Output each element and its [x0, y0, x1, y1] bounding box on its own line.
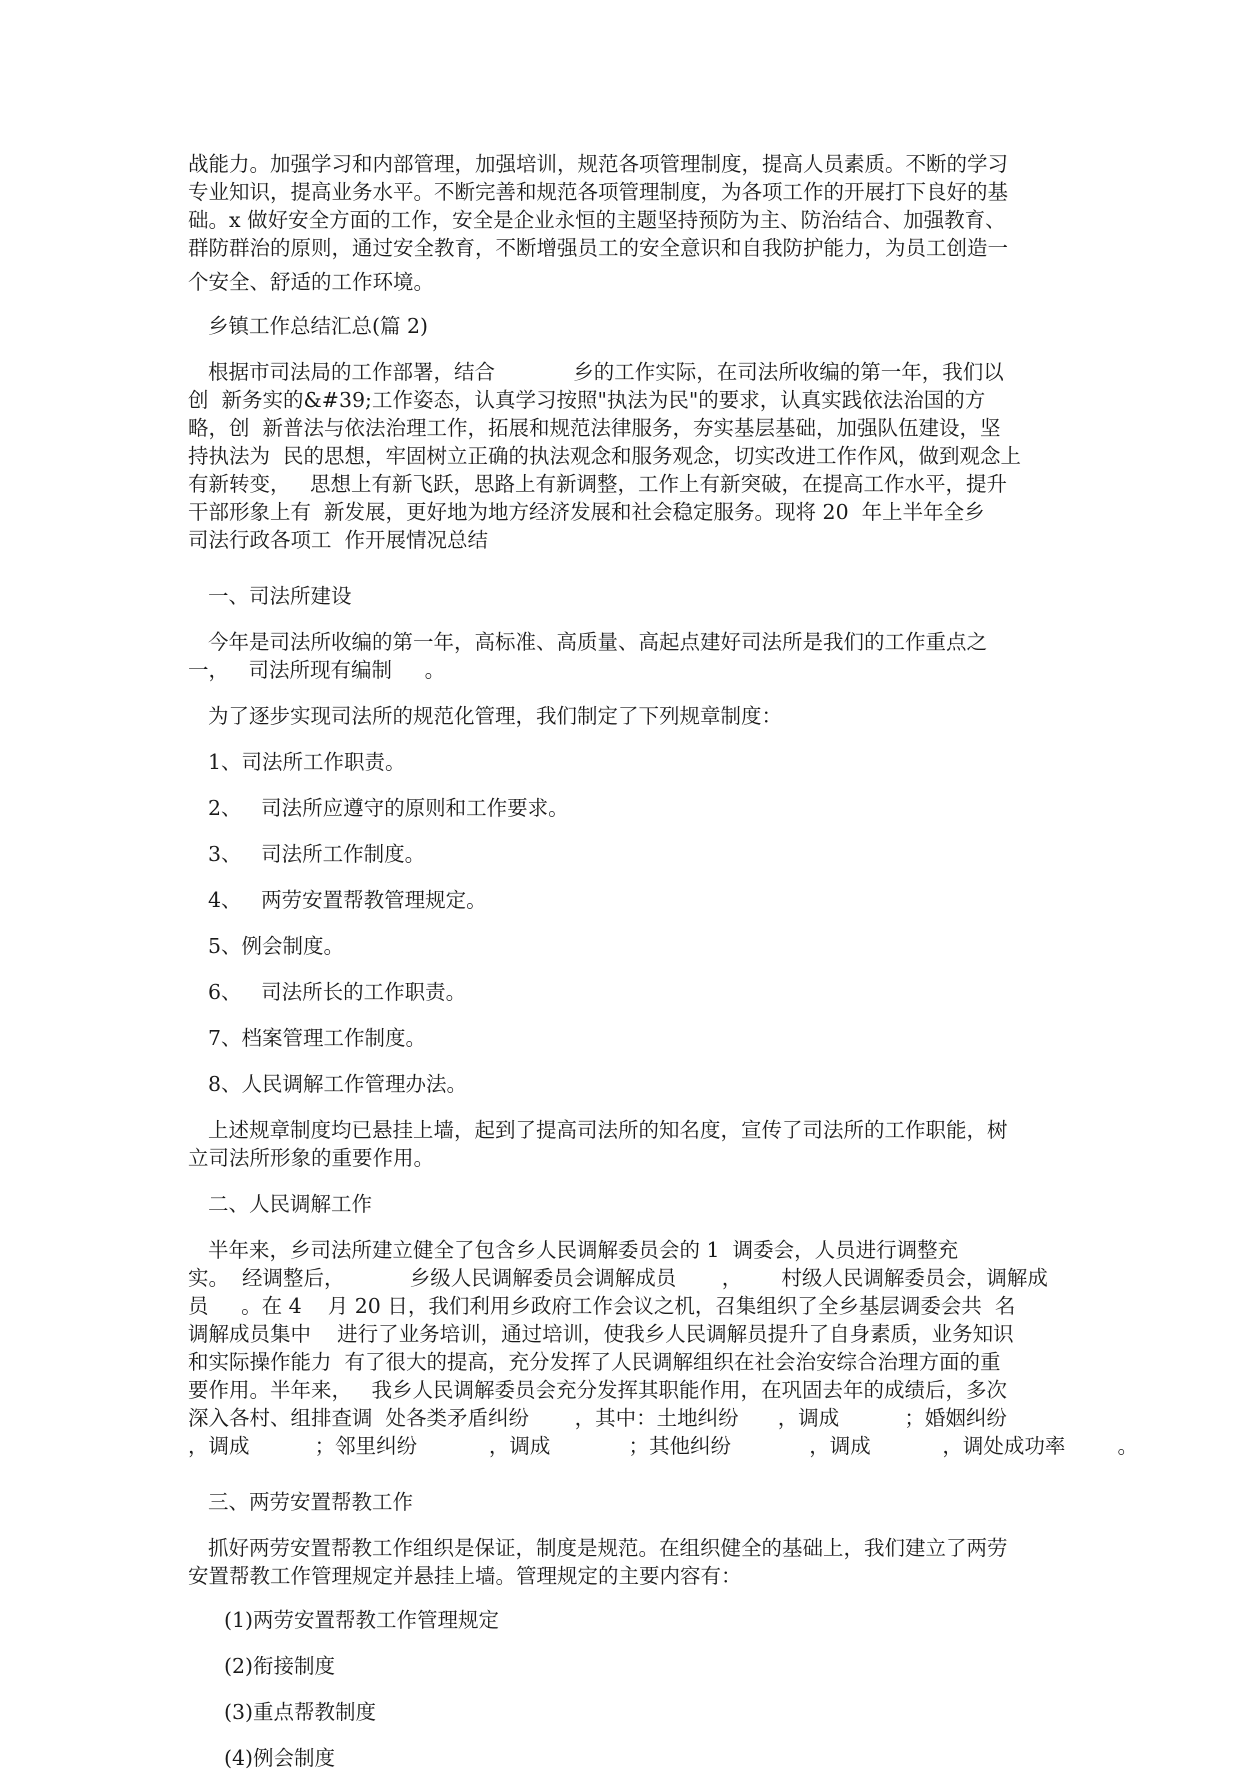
text-line: ，调成 ；邻里纠纷 ，调成 ；其他纠纷 ，调成 ，调处成功率 。: [188, 1434, 1139, 1458]
paragraph-6: [188, 628, 987, 684]
text-line: 4、 两劳安置帮教管理规定。: [208, 888, 487, 912]
text-line: 有新转变， 思想上有新飞跃，思路上有新调整，工作上有新突破，在提高工作水平，提升: [188, 472, 1008, 496]
paragraph-2: [188, 268, 434, 296]
text-line: 8、人民调解工作管理办法。: [208, 1072, 468, 1096]
text-line: (2)衔接制度: [224, 1654, 336, 1678]
text-line: (1)两劳安置帮教工作管理规定: [224, 1608, 500, 1632]
sub-list-item: [188, 1652, 335, 1680]
paragraph-20: [188, 1534, 1008, 1590]
sub-list-item: [188, 1744, 335, 1772]
text-line: 乡镇工作总结汇总(篇 2): [208, 314, 429, 338]
text-line: 础。x 做好安全方面的工作，安全是企业永恒的主题坚持预防为主、防治结合、加强教育、: [188, 208, 1006, 232]
text-line: 深入各村、组排查调 处各类矛盾纠纷 ，其中：土地纠纷 ，调成 ；婚姻纠纷: [188, 1406, 1007, 1430]
heading-mediation: [188, 1190, 372, 1218]
text-line: 7、档案管理工作制度。: [208, 1026, 427, 1050]
heading-resettlement: [188, 1488, 413, 1516]
text-line: 抓好两劳安置帮教工作组织是保证，制度是规范。在组织健全的基础上，我们建立了两劳: [208, 1536, 1008, 1560]
text-line: 上述规章制度均已悬挂上墙，起到了提高司法所的知名度，宣传了司法所的工作职能，树: [208, 1118, 1008, 1142]
text-line: 1、司法所工作职责。: [208, 750, 406, 774]
list-item: [188, 794, 569, 822]
text-line: (3)重点帮教制度: [224, 1700, 377, 1724]
paragraph-16: [188, 1116, 1008, 1172]
text-line: 三、两劳安置帮教工作: [208, 1490, 413, 1514]
paragraph-4: [188, 358, 1021, 554]
text-line: 和实际操作能力 有了很大的提高，充分发挥了人民调解组织在社会治安综合治理方面的重: [188, 1350, 1001, 1374]
list-item: [188, 840, 425, 868]
text-line: 调解成员集中 进行了业务培训，通过培训，使我乡人民调解员提升了自身素质，业务知识: [188, 1322, 1014, 1346]
text-line: 根据市司法局的工作部署，结合 乡的工作实际，在司法所收编的第一年，我们以: [208, 360, 1004, 384]
text-line: 战能力。加强学习和内部管理，加强培训，规范各项管理制度，提高人员素质。不断的学习: [188, 152, 1008, 176]
section-heading-part-2: [188, 312, 428, 340]
text-line: 2、 司法所应遵守的原则和工作要求。: [208, 796, 569, 820]
paragraph-1: [188, 150, 1008, 262]
text-line: 干部形象上有 新发展，更好地为地方经济发展和社会稳定服务。现将 20 年上半年全乡: [188, 500, 985, 524]
text-line: 二、人民调解工作: [208, 1192, 372, 1216]
text-line: 立司法所形象的重要作用。: [188, 1146, 434, 1170]
text-line: 员 。在 4 月 20 日，我们利用乡政府工作会议之机，召集组织了全乡基层调委会共 名: [188, 1294, 1016, 1318]
text-line: 创 新务实的&#39;工作姿态，认真学习按照"执法为民"的要求，认真实践依法治国的方: [188, 388, 986, 412]
text-line: 司法行政各项工 作开展情况总结: [188, 528, 489, 552]
heading-judicial-office: [188, 582, 352, 610]
text-line: 今年是司法所收编的第一年，高标准、高质量、高起点建好司法所是我们的工作重点之: [208, 630, 987, 654]
list-item: [188, 748, 406, 776]
paragraph-7: [188, 702, 782, 730]
sub-list-item: [188, 1698, 376, 1726]
sub-list-item: [188, 1606, 499, 1634]
text-line: 要作用。半年来， 我乡人民调解委员会充分发挥其职能作用，在巩固去年的成绩后，多次: [188, 1378, 1008, 1402]
list-item: [188, 886, 487, 914]
list-item: [188, 1024, 426, 1052]
text-line: 持执法为 民的思想，牢固树立正确的执法观念和服务观念，切实改进工作作风，做到观念上: [188, 444, 1022, 468]
text-line: 实。 经调整后， 乡级人民调解委员会调解成员 ， 村级人民调解委员会，调解成: [188, 1266, 1048, 1290]
text-line: 一， 司法所现有编制 。: [188, 658, 446, 682]
text-line: 一、司法所建设: [208, 584, 352, 608]
list-item: [188, 1070, 467, 1098]
text-line: 5、例会制度。: [208, 934, 345, 958]
paragraph-18: [188, 1236, 1138, 1460]
text-line: (4)例会制度: [224, 1746, 336, 1770]
list-item: [188, 978, 466, 1006]
text-line: 为了逐步实现司法所的规范化管理，我们制定了下列规章制度：: [208, 704, 782, 728]
text-line: 略，创 新普法与依法治理工作，拓展和规范法律服务，夯实基层基础，加强队伍建设，坚: [188, 416, 1001, 440]
list-item: [188, 932, 344, 960]
text-line: 专业知识，提高业务水平。不断完善和规范各项管理制度，为各项工作的开展打下良好的基: [188, 180, 1008, 204]
text-line: 半年来，乡司法所建立健全了包含乡人民调解委员会的 1 调委会，人员进行调整充: [208, 1238, 959, 1262]
text-line: 安置帮教工作管理规定并悬挂上墙。管理规定的主要内容有：: [188, 1564, 742, 1588]
text-line: 3、 司法所工作制度。: [208, 842, 426, 866]
text-line: 6、 司法所长的工作职责。: [208, 980, 467, 1004]
text-line: 群防群治的原则，通过安全教育，不断增强员工的安全意识和自我防护能力，为员工创造一: [188, 236, 1008, 260]
text-line: 个安全、舒适的工作环境。: [188, 270, 434, 294]
